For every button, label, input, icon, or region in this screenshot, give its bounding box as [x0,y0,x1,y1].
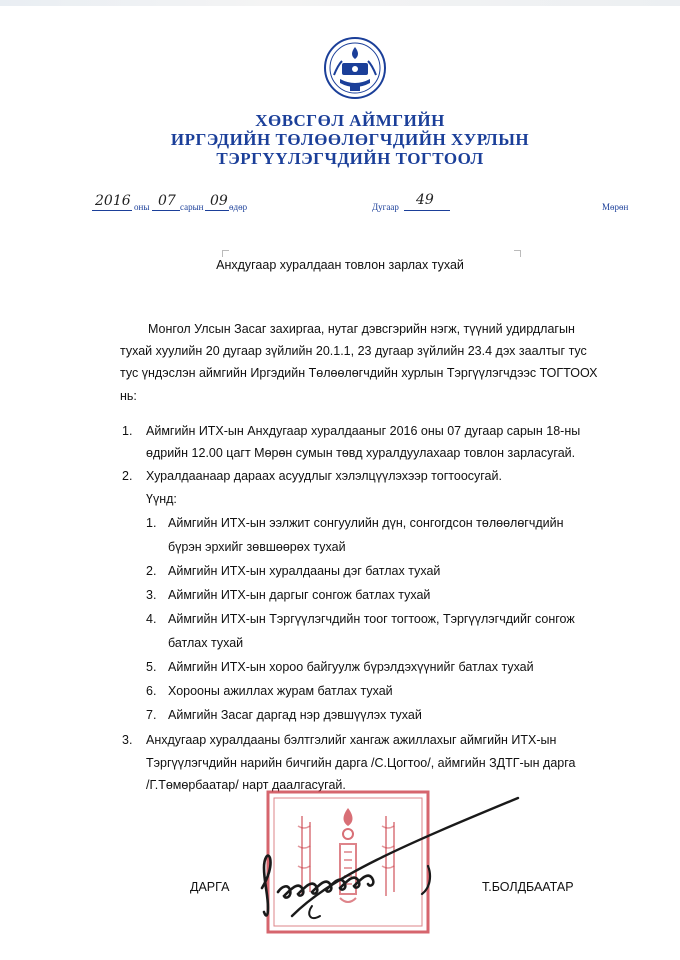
org-title-line-2: ИРГЭДИЙН ТӨЛӨӨЛӨГЧДИЙН ХУРЛЫН [170,130,530,149]
place-name: Мөрөн [602,202,629,212]
intro-line-1: Монгол Улсын Засаг захиргаа, нутаг дэвсгэрийн нэгж, түүний удирдлагын [148,322,575,336]
document-number-label: Дугаар [372,202,399,212]
handwritten-signature [252,796,532,936]
item-1-number: 1. [122,424,133,438]
signatory-title: ДАРГА [190,880,230,894]
agenda-item-3-line-1: Аймгийн ИТХ-ын даргыг сонгож батлах тухай [168,588,431,602]
agenda-item-1-line-2: бүрэн эрхийг зөвшөөрөх тухай [168,540,346,554]
agenda-item-6-number: 6. [146,684,157,698]
agenda-item-2-number: 2. [146,564,157,578]
document-number: 49 [416,192,434,208]
subject-corner-right [514,250,521,257]
intro-line-2: тухай хуулийн 20 дугаар зүйлийн 20.1.1, 23 дугаар зүйлийн 23.4 дэх заалтыг тус [120,344,587,358]
intro-line-3: тус үндэслэн аймгийн Иргэдийн Төлөөлөгчдийн хурлын Тэргүүлэгчдээс ТОГТООХ [120,366,598,380]
item-3-line-3: /Г.Төмөрбаатар/ нарт даалгасугай. [146,778,346,792]
agenda-item-5-number: 5. [146,660,157,674]
subject-corner-left [222,250,229,257]
item-3-line-2: Тэргүүлэгчдийн нарийн бичгийн дарга /С.Цогтоо/, аймгийн ЗДТГ-ын дарга [146,756,576,770]
date-day-label: өдөр [229,202,248,212]
date-month-underline [152,210,180,211]
date-day-underline [205,210,229,211]
item-2-number: 2. [122,469,133,483]
agenda-item-6-line-1: Хорооны ажиллах журам батлах тухай [168,684,393,698]
state-emblem-icon [322,35,388,101]
agenda-item-2-line-1: Аймгийн ИТХ-ын хуралдааны дэг батлах тухай [168,564,441,578]
agenda-item-7-number: 7. [146,708,157,722]
date-year: 2016 [95,193,131,209]
item-3-line-1: Анхдугаар хуралдааны бэлтгэлийг хангаж ажиллахыг аймгийн ИТХ-ын [146,733,557,747]
agenda-item-1-number: 1. [146,516,157,530]
intro-line-4: нь: [120,389,137,403]
org-title-line-1: ХӨВСГӨЛ АЙМГИЙН [255,111,445,130]
date-year-label: оны [134,202,150,212]
agenda-item-5-line-1: Аймгийн ИТХ-ын хороо байгуулж бүрэлдэхүүнийг батлах тухай [168,660,534,674]
signatory-name: Т.БОЛДБААТАР [482,880,574,894]
agenda-item-7-line-1: Аймгийн Засаг даргад нэр дэвшүүлэх тухай [168,708,422,722]
date-month-label: сарын [180,202,204,212]
item-3-number: 3. [122,733,133,747]
item-1-line-2: өдрийн 12.00 цагт Мөрөн сумын төвд хуралдуулахаар товлон зарласугай. [146,446,576,460]
agenda-item-1-line-1: Аймгийн ИТХ-ын ээлжит сонгуулийн дүн, сонгогдсон төлөөлөгчдийн [168,516,564,530]
agenda-item-4-number: 4. [146,612,157,626]
document-number-underline [404,210,450,211]
item-1-line-1: Аймгийн ИТХ-ын Анхдугаар хуралдааныг 2016 оны 07 дугаар сарын 18-ны [146,424,581,438]
date-month: 07 [158,193,176,209]
date-day: 09 [210,193,228,209]
top-scan-strip [0,0,680,6]
org-title-line-3: ТЭРГҮҮЛЭГЧДИЙН ТОГТООЛ [216,149,484,168]
agenda-item-4-line-1: Аймгийн ИТХ-ын Тэргүүлэгчдийн тоог тогтоож, Тэргүүлэгчдийг сонгож [168,612,575,626]
agenda-item-4-line-2: батлах тухай [168,636,244,650]
agenda-label: Үүнд: [146,492,177,506]
item-2-line-1: Хуралдаанаар дараах асуудлыг хэлэлцүүлэхээр тогтоосугай. [146,469,502,483]
date-year-underline [92,210,132,211]
agenda-item-3-number: 3. [146,588,157,602]
document-subject: Анхдугаар хуралдаан товлон зарлах тухай [216,258,464,272]
